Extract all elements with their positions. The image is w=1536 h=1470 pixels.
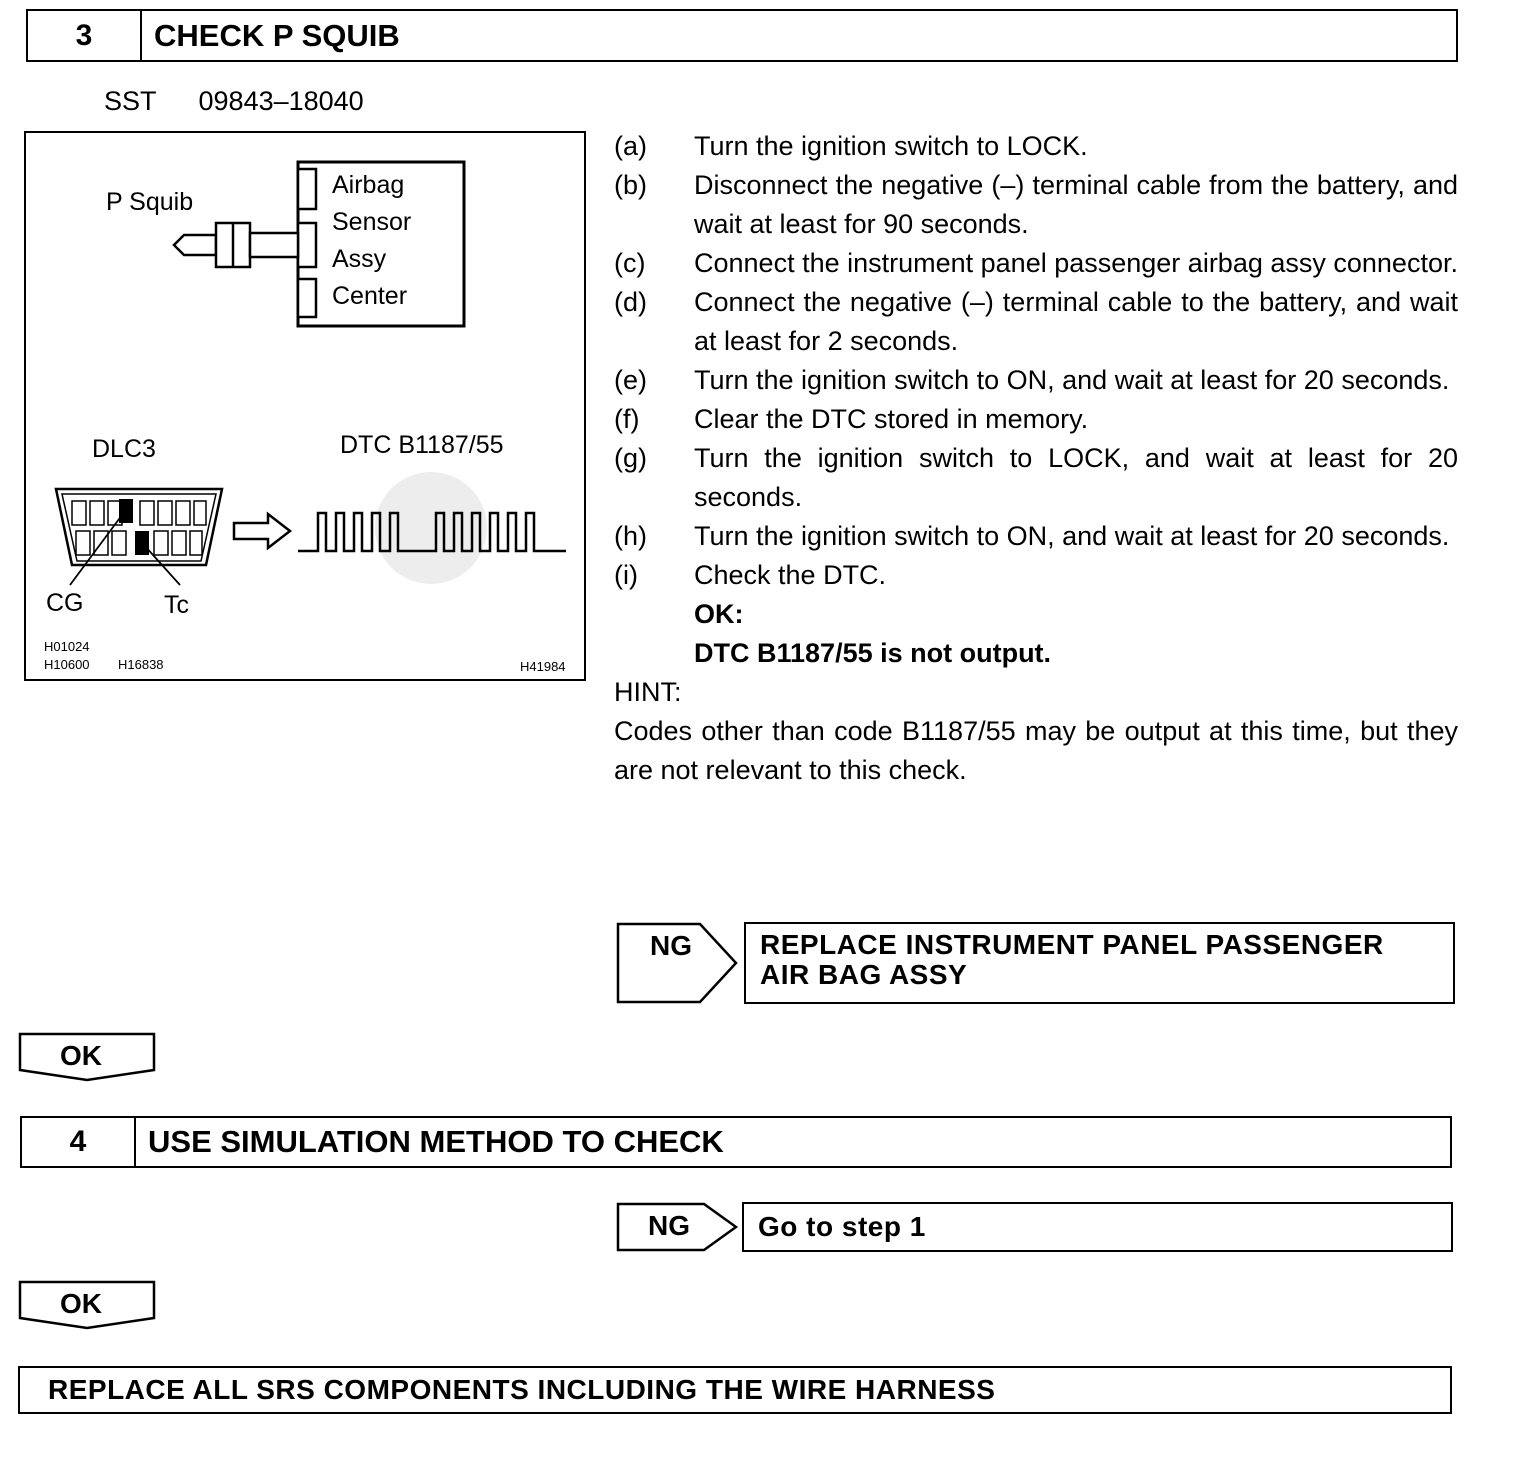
sensor-terminal [298,223,316,267]
step-label: (c) [614,248,646,278]
sst-number: 09843–18040 [198,86,364,116]
tc-pin [135,531,149,555]
step-title: CHECK P SQUIB [154,17,400,53]
ok-branch-1 [18,1032,156,1082]
figure-ref: H16838 [118,657,164,672]
step-label: (e) [614,365,647,395]
ok-criteria [614,595,1458,634]
step-text: Turn the ignition switch to LOCK, and wait at least for 20 seconds. [694,443,1458,512]
step-label: (h) [614,521,647,551]
step-3-header [26,9,1458,62]
ok-criteria-label: OK: [694,599,744,629]
step-text: Connect the instrument panel passenger airbag assy connector. [694,248,1458,278]
step-label: (g) [614,443,647,473]
ng-tag: NG [648,1210,690,1241]
step-label: (b) [614,170,647,200]
ng-tag: NG [650,930,692,961]
step-text: Check the DTC. [694,560,887,590]
list-item [614,244,1458,283]
step-label: (i) [614,560,638,590]
tc-label: Tc [164,591,189,619]
step-label: (f) [614,404,640,434]
step-number: 3 [28,11,142,60]
ng-action-box [744,922,1455,1004]
step-label: (a) [614,131,647,161]
ng-branch-1 [616,922,1456,1004]
hint-text: Codes other than code B1187/55 may be output at this time, but they are not relevant to this check. [614,716,1458,785]
sensor-label-line: Sensor [332,208,412,236]
p-squib-wire [250,233,298,257]
sensor-terminal [298,169,316,209]
step-title: USE SIMULATION METHOD TO CHECK [148,1124,724,1159]
procedure-list [614,127,1458,790]
list-item [614,400,1458,439]
ok-criteria-text: DTC B1187/55 is not output. [694,638,1052,668]
figure-ref: H10600 [44,657,90,672]
ng-action-line: REPLACE INSTRUMENT PANEL PASSENGER [760,929,1384,960]
dlc3-label: DLC3 [92,435,156,463]
ok-criteria [614,634,1458,673]
sensor-label-line: Airbag [332,171,405,199]
ok-branch-2 [18,1280,156,1330]
list-item [614,166,1458,244]
hint-label: HINT: [614,677,682,707]
step-text: Turn the ignition switch to LOCK. [694,131,1088,161]
list-item [614,556,1458,595]
list-item [614,517,1458,556]
step-text: Connect the negative (–) terminal cable to the battery, and wait at least for 2 seconds. [694,287,1458,356]
cg-label: CG [46,589,84,617]
cg-pin [119,499,133,523]
ok-label: OK [60,1040,102,1071]
ng-branch-2 [616,1202,1454,1252]
list-item [614,361,1458,400]
sensor-label-line: Assy [332,245,387,273]
sst-label: SST [104,86,157,116]
sst-line [104,86,364,117]
sensor-terminal [298,279,316,317]
ng-action-line: AIR BAG ASSY [760,959,968,990]
step-text: Turn the ignition switch to ON, and wait at least for 20 seconds. [694,365,1450,395]
step-text: Clear the DTC stored in memory. [694,404,1089,434]
step-label: (d) [614,287,647,317]
diagram-figure [24,131,586,681]
p-squib-label: P Squib [106,188,194,216]
figure-ref: H01024 [44,639,90,654]
dtc-label: DTC B1187/55 [340,431,504,459]
step-text: Turn the ignition switch to ON, and wait at least for 20 seconds. [694,521,1450,551]
list-item [614,283,1458,361]
ng-action-box: Go to step 1 [742,1202,1453,1252]
figure-ref: H41984 [520,659,566,674]
list-item [614,127,1458,166]
step-4-header [20,1116,1452,1168]
list-item [614,439,1458,517]
arrow-icon [234,514,290,548]
step-number: 4 [22,1118,136,1166]
sensor-label-line: Center [332,282,408,310]
p-squib-connector [174,235,216,255]
ok-label: OK [60,1288,102,1319]
step-text: Disconnect the negative (–) terminal cable from the battery, and wait at least for 90 seconds. [694,170,1458,239]
dtc-waveform [298,472,566,584]
final-action-box: REPLACE ALL SRS COMPONENTS INCLUDING THE WIRE HARNESS [18,1366,1452,1414]
